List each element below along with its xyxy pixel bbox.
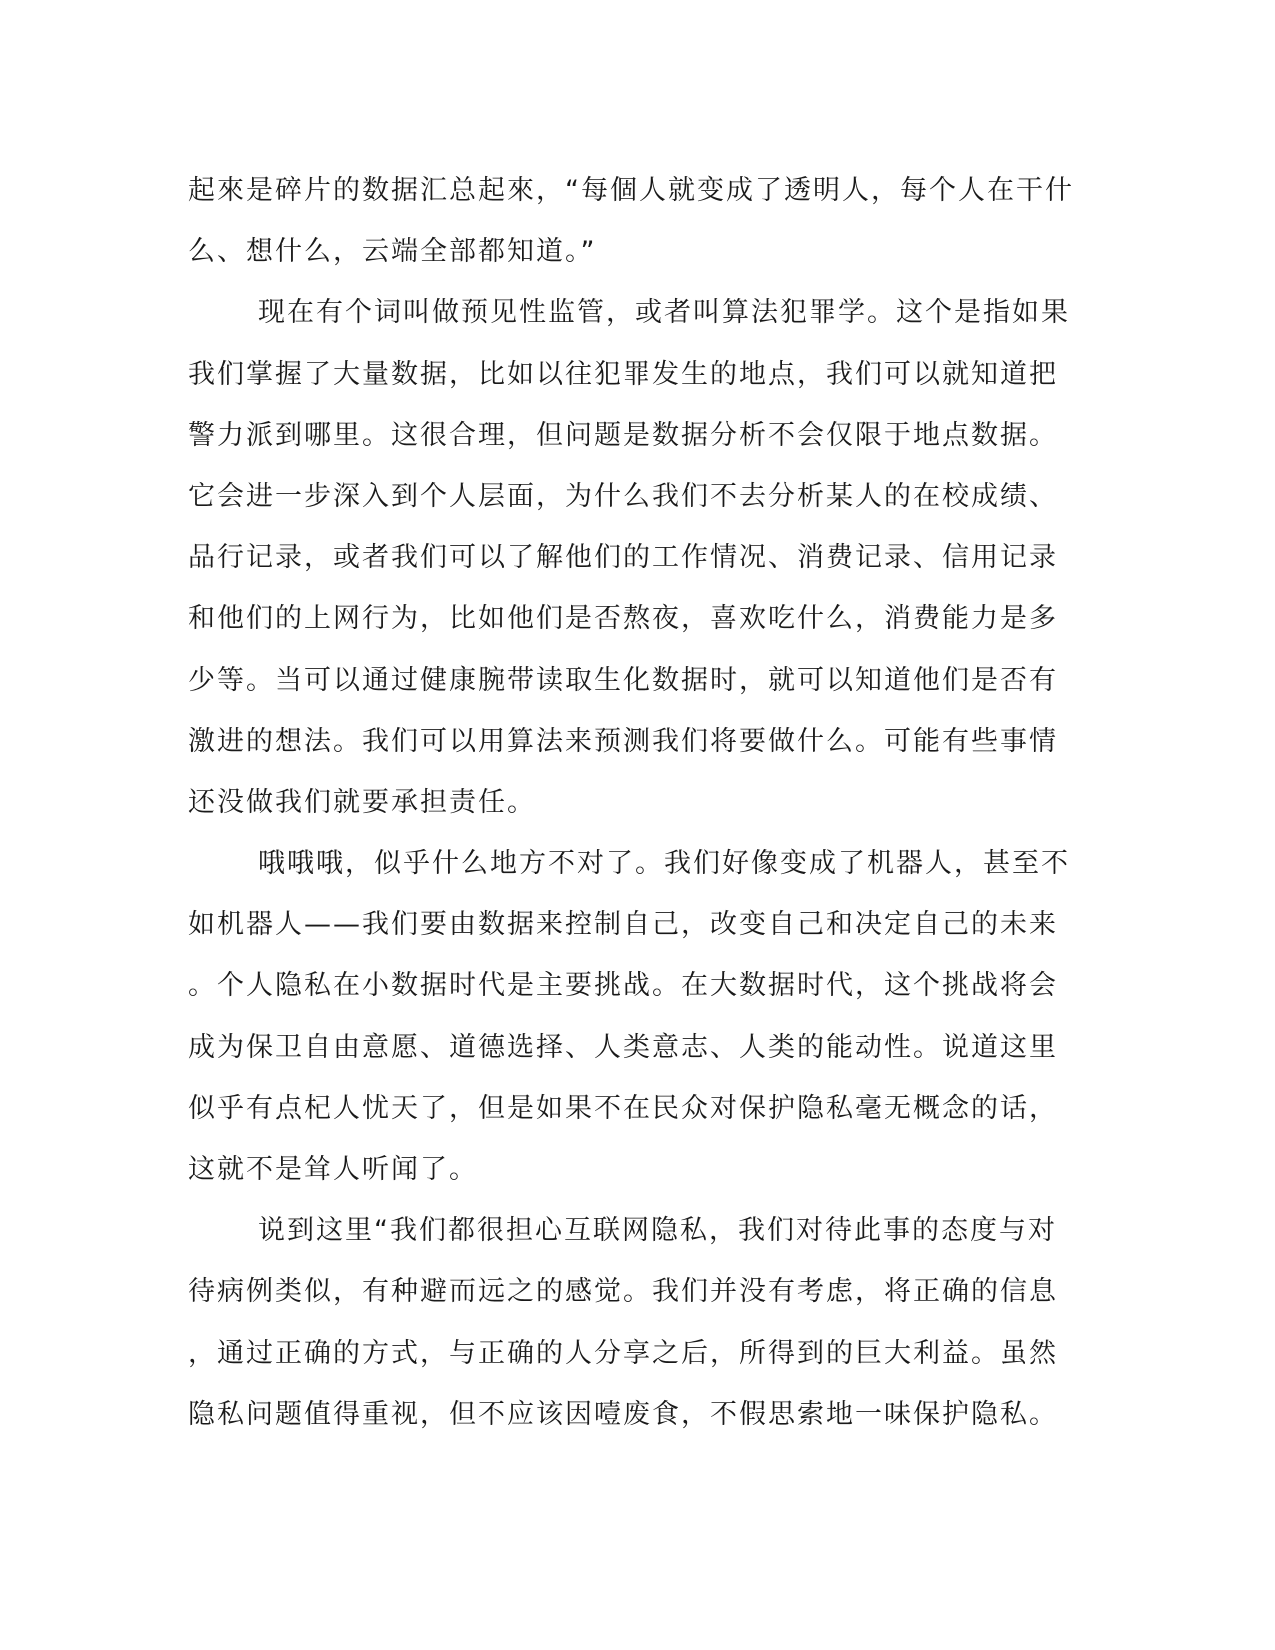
text-line: 还没做我们就要承担责任。 [188,786,536,818]
text-line: 品行记录，或者我们可以了解他们的工作情况、消费记录、信用记录 [188,542,1058,574]
text-line: 待病例类似，有种避而远之的感觉。我们并没有考虑，将正确的信息 [188,1276,1058,1308]
paragraph [188,833,1088,1200]
text-line: 么、想什么，云端全部都知道。” [188,236,597,268]
paragraph [188,282,1088,833]
text-line: 这就不是耸人听闻了。 [188,1154,478,1185]
text-line: 现在有个词叫做预见性监管，或者叫算法犯罪学。这个是指如果 [258,297,1070,329]
text-line: 说到这里“我们都很担心互联网隐私，我们对待此事的态度与对 [258,1215,1057,1247]
text-line: 隐私问题值得重视，但不应该因噎废食，不假思索地一味保护隐私。 [188,1398,1058,1430]
text-line: 哦哦哦，似乎什么地方不对了。我们好像变成了机器人，甚至不 [258,848,1070,880]
text-line: ，通过正确的方式，与正确的人分享之后，所得到的巨大利益。虽然 [188,1337,1058,1369]
text-line: 起來是碎片的数据汇总起來，“每個人就变成了透明人，每个人在干什 [188,175,1074,206]
text-line: 和他们的上网行为，比如他们是否熬夜，喜欢吃什么，消费能力是多 [188,603,1058,635]
text-line: 我们掌握了大量数据，比如以往犯罪发生的地点，我们可以就知道把 [188,358,1058,390]
paragraph [188,1200,1088,1445]
text-line: 它会进一步深入到个人层面，为什么我们不去分析某人的在校成绩、 [188,480,1058,512]
paragraph [188,160,1088,282]
text-line: 激进的想法。我们可以用算法来预测我们将要做什么。可能有些事情 [188,725,1058,757]
text-line: 成为保卫自由意愿、道德选择、人类意志、人类的能动性。说道这里 [188,1031,1058,1063]
text-line: 如机器人——我们要由数据来控制自己，改变自己和决定自己的未来 [188,909,1058,941]
text-line: 似乎有点杞人忧天了，但是如果不在民众对保护隐私毫无概念的话， [188,1092,1058,1124]
document-body [188,160,1088,1445]
text-line: 少等。当可以通过健康腕带读取生化数据时，就可以知道他们是否有 [188,664,1058,696]
text-line: 。个人隐私在小数据时代是主要挑战。在大数据时代，这个挑战将会 [188,970,1058,1002]
text-line: 警力派到哪里。这很合理，但问题是数据分析不会仅限于地点数据。 [188,419,1058,451]
